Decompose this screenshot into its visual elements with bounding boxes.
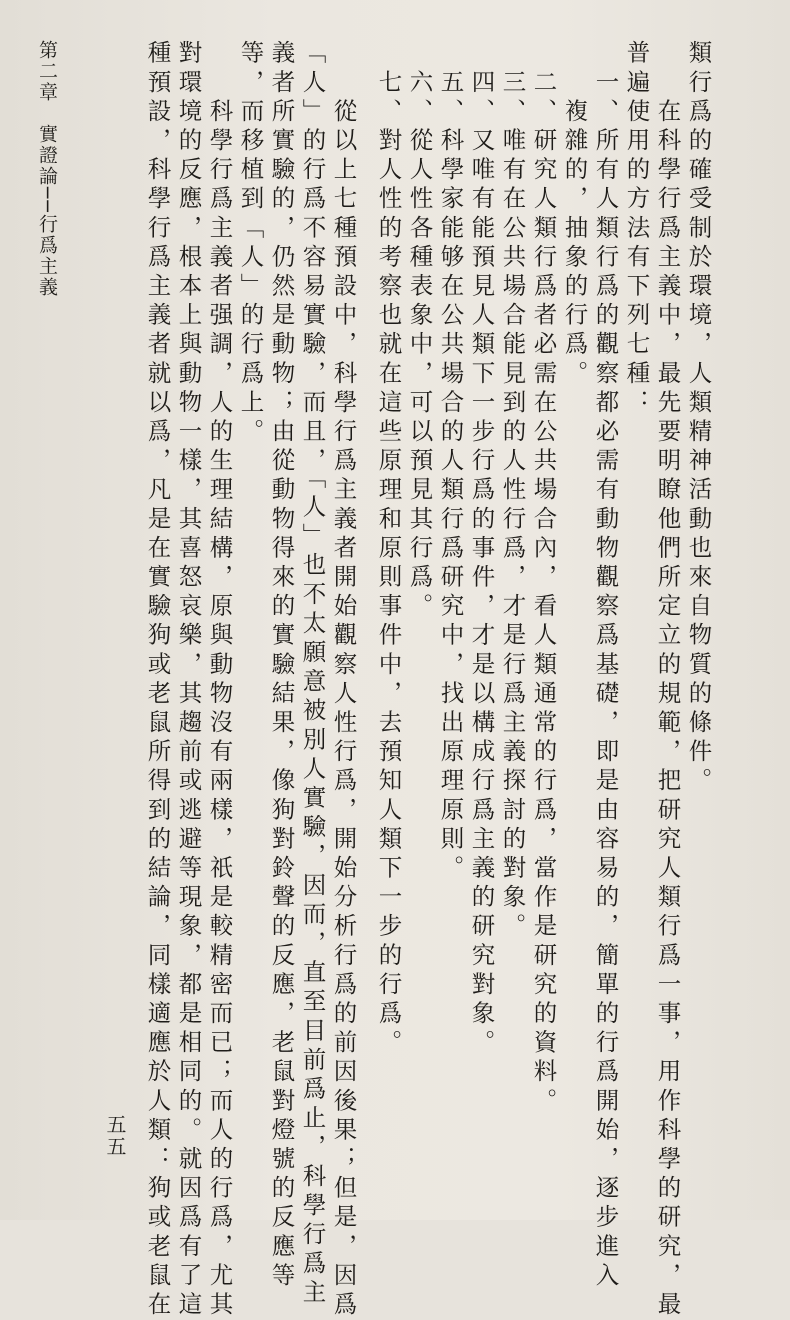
- list-item: 六、從人性各種表象中，可以預見其行爲。: [405, 40, 434, 622]
- list-item: 一、所有人類行爲的觀察都必需有動物觀察爲基礎，即是由容易的，簡單的行爲開始，逐步進入: [591, 40, 620, 1292]
- page-number: 五五: [103, 1114, 127, 1158]
- list-item-continuation: 複雜的，抽象的行爲。: [560, 40, 589, 390]
- text-column: 類行爲的確受制於環境，人類精神活動也來自物質的條件。: [684, 40, 713, 797]
- text-column: 在科學行爲主義中，最先要明瞭他們所定立的規範，把研究人類行爲一事，用作科學的研究，最: [653, 40, 682, 1320]
- list-item: 七、對人性的考察也就在這些原理和原則事件中，去預知人類下一步的行爲。: [374, 40, 403, 1059]
- list-item: 四、又唯有能預見人類下一步行爲的事件，才是以構成行爲主義的研究對象。: [467, 40, 496, 1059]
- text-column: 從以上七種預設中，科學行爲主義者開始觀察人性行爲，開始分析行爲的前因後果；但是，因爲: [329, 40, 358, 1320]
- list-item: 二、研究人類行爲者必需在公共場合內，看人類通常的行爲，當作是研究的資料。: [529, 40, 558, 1117]
- text-column: 對環境的反應，根本上與動物一樣，其喜怒哀樂，其趨前或逃避等現象，都是相同的。就因爲有了這: [174, 40, 203, 1320]
- running-head: 第二章 實證論──行爲主義: [36, 40, 58, 298]
- text-column: 普遍使用的方法有下列七種：: [622, 40, 651, 419]
- text-column: 等，而移植到「人」的行爲上。: [236, 40, 265, 448]
- list-item: 五、科學家能够在公共場合的人類行爲研究中，找出原理原則。: [436, 40, 465, 884]
- text-column: 「人」的行爲不容易實驗，而且，「人」也不太願意被別人實驗，因而，直至目前爲止，科學行爲主: [298, 40, 327, 1309]
- list-item: 三、唯有在公共場合能見到的人性行爲，才是行爲主義探討的對象。: [498, 40, 527, 943]
- text-column: 義者所實驗的，仍然是動物；由從動物得來的實驗結果，像狗對鈴聲的反應，老鼠對燈號的反應等: [267, 40, 296, 1292]
- text-column: 科學行爲主義者强調，人的生理結構，原與動物沒有兩樣，祇是較精密而已；而人的行爲，尤其: [205, 40, 234, 1320]
- text-column: 種預設，科學行爲主義者就以爲，凡是在實驗狗或老鼠所得到的結論，同樣適應於人類：狗或老鼠在: [143, 40, 172, 1320]
